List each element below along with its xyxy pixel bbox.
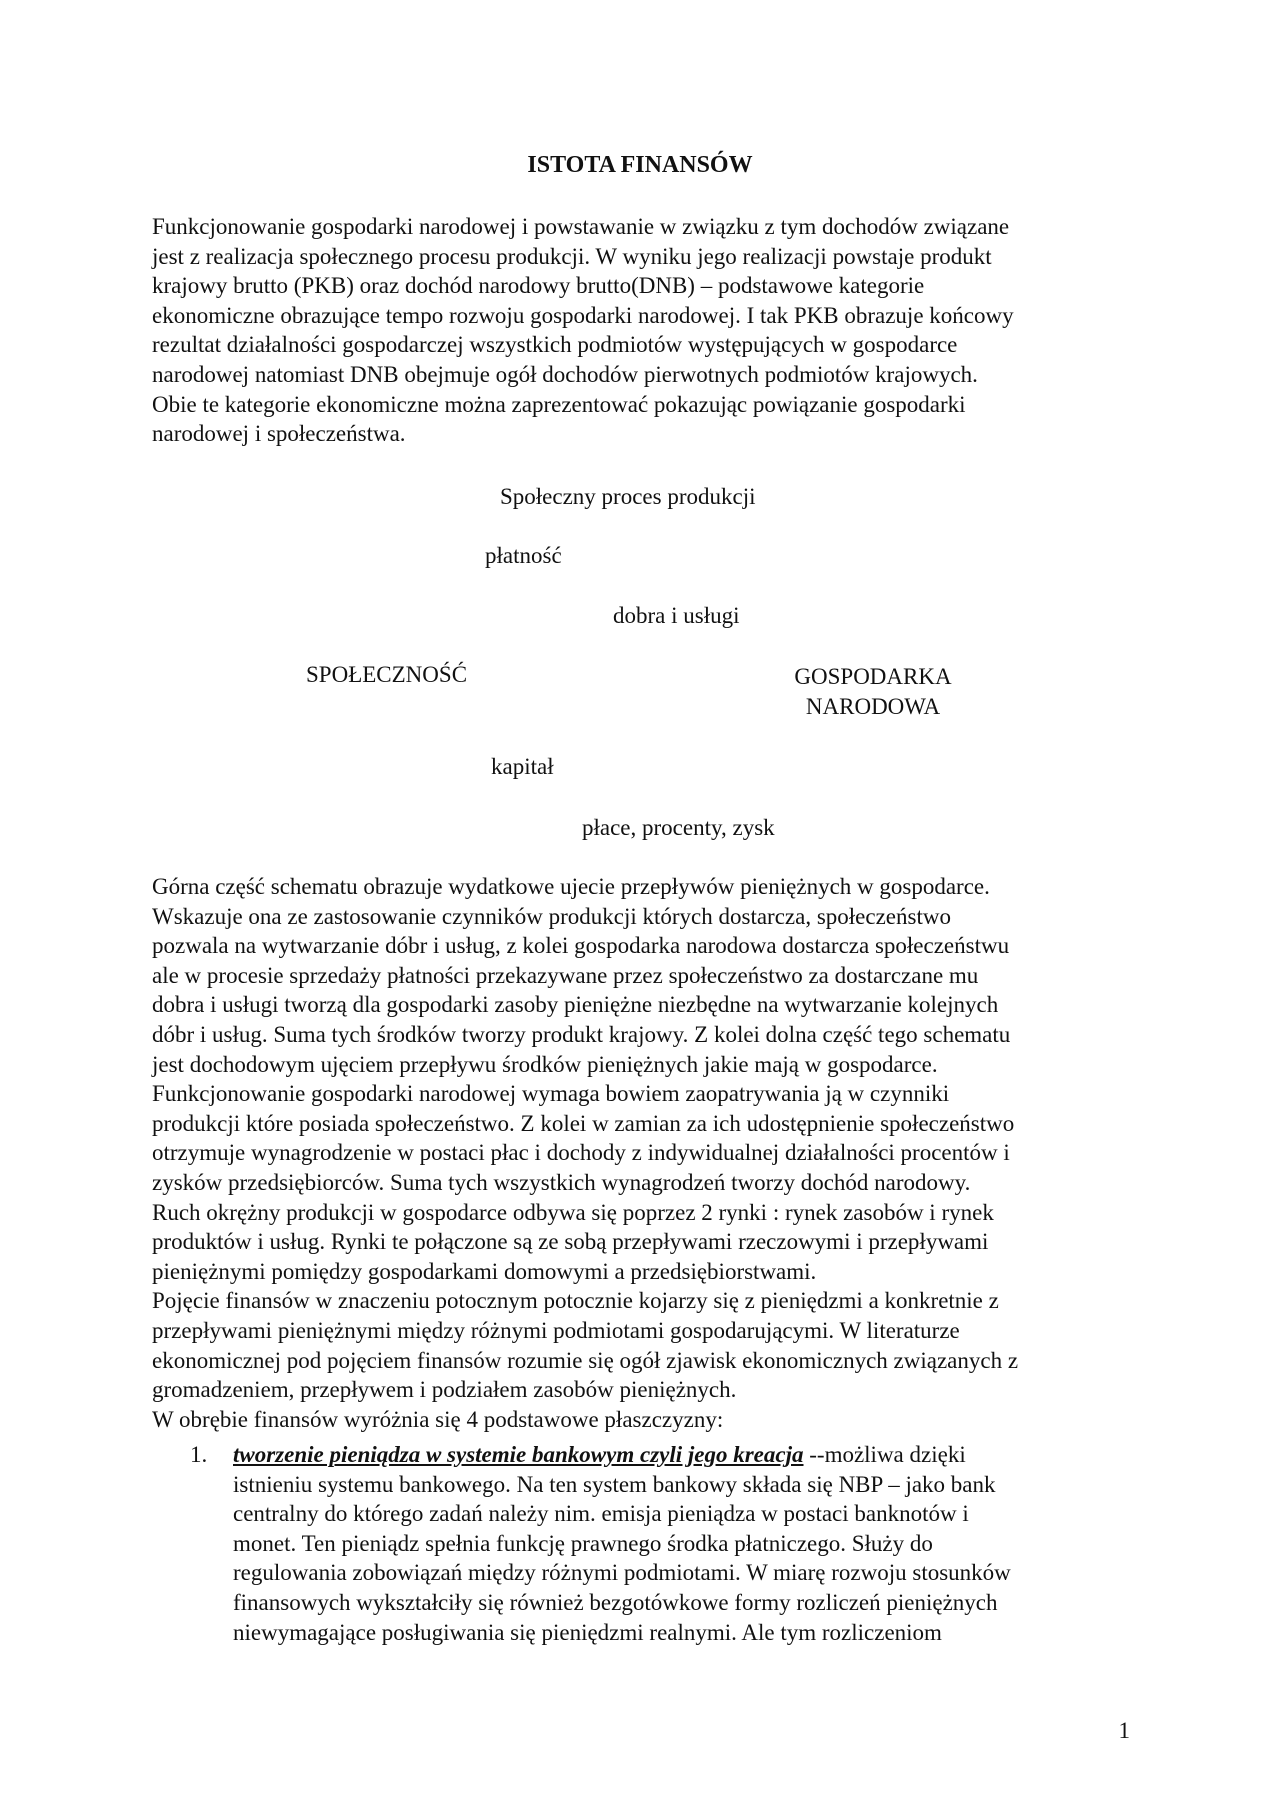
diagram-payment-label: płatność: [485, 543, 562, 568]
text-line: ekonomiczne obrazujące tempo rozwoju gospodarki narodowej. I tak PKB obrazuje końcowy: [152, 302, 1014, 328]
text-line: istnieniu systemu bankowego. Na ten system bankowy składa się NBP – jako bank: [233, 1471, 996, 1497]
text-line: Ruch okrężny produkcji w gospodarce odbywa się poprzez 2 rynki : rynek zasobów i rynek: [152, 1199, 994, 1225]
diagram-economy-label: [768, 662, 978, 722]
text-line: ale w procesie sprzedaży płatności przekazywane przez społeczeństwo za dostarczane mu: [152, 962, 979, 988]
text-line: Pojęcie finansów w znaczeniu potocznym potocznie kojarzy się z pieniędzmi a konkretnie z: [152, 1288, 999, 1314]
list-item: [233, 1440, 1133, 1647]
text-line: otrzymuje wynagrodzenie w postaci płac i dochody z indywidualnej działalności procentów i: [152, 1140, 1010, 1166]
diagram-economy-line-2: NARODOWA: [805, 694, 941, 719]
text-line: Górna część schematu obrazuje wydatkowe ujecie przepływów pieniężnych w gospodarce.: [152, 874, 990, 899]
diagram-wages-label: płace, procenty, zysk: [582, 815, 775, 840]
text-line: jest z realizacja społecznego procesu produkcji. W wyniku jego realizacji powstaje produkt: [152, 243, 992, 269]
text-line: regulowania zobowiązań między różnymi podmiotami. W miarę rozwoju stosunków: [233, 1560, 1011, 1586]
list-item-number: 1.: [190, 1442, 208, 1467]
diagram-capital-label: kapitał: [491, 754, 554, 779]
text-line: ekonomicznej pod pojęciem finansów rozumie się ogół zjawisk ekonomicznych związanych z: [152, 1347, 1019, 1373]
text-line: przepływami pieniężnymi między różnymi podmiotami gospodarującymi. W literaturze: [152, 1317, 960, 1343]
text-line: Obie te kategorie ekonomiczne można zaprezentować pokazując powiązanie gospodarki: [152, 391, 966, 417]
text-line: centralny do którego zadań należy nim. emisja pieniądza w postaci banknotów i: [233, 1501, 969, 1527]
text-line: jest dochodowym ujęciem przepływu środków pieniężnych jakie mają w gospodarce.: [152, 1051, 938, 1077]
text-line: W obrębie finansów wyróżnia się 4 podstawowe płaszczyzny:: [152, 1406, 724, 1432]
diagram-economy-line-1: GOSPODARKA: [794, 664, 952, 689]
list-item-heading-tail: --możliwa dzięki: [803, 1442, 966, 1467]
list-item-heading: tworzenie pieniądza w systemie bankowym czyli jego kreacja: [233, 1442, 804, 1467]
paragraph-intro: [152, 212, 1152, 449]
text-line: finansowych wykształciły się również bezgotówkowe formy rozliczeń pieniężnych: [233, 1589, 998, 1615]
text-line: Funkcjonowanie gospodarki narodowej i powstawanie w związku z tym dochodów związane: [152, 214, 1010, 239]
text-line: rezultat działalności gospodarczej wszystkich podmiotów występujących w gospodarce: [152, 332, 958, 358]
diagram-top-label: Społeczny proces produkcji: [500, 484, 756, 509]
text-line: narodowej natomiast DNB obejmuje ogół dochodów pierwotnych podmiotów krajowych.: [152, 361, 978, 387]
text-line: Funkcjonowanie gospodarki narodowej wymaga bowiem zaopatrywania ją w czynniki: [152, 1081, 950, 1107]
text-line: produkcji które posiada społeczeństwo. Z kolei w zamian za ich udostępnienie społeczeństwo: [152, 1110, 1015, 1136]
text-line: [233, 1440, 1133, 1470]
text-line: dóbr i usług. Suma tych środków tworzy produkt krajowy. Z kolei dolna część tego schematu: [152, 1021, 1011, 1047]
text-line: krajowy brutto (PKB) oraz dochód narodowy brutto(DNB) – podstawowe kategorie: [152, 273, 925, 299]
text-line: produktów i usług. Rynki te połączone są ze sobą przepływami rzeczowymi i przepływami: [152, 1229, 989, 1255]
diagram-goods-label: dobra i usługi: [613, 603, 740, 628]
text-line: zysków przedsiębiorców. Suma tych wszystkich wynagrodzeń tworzy dochód narodowy.: [152, 1169, 971, 1195]
page-number: 1: [1118, 1718, 1130, 1743]
text-line: narodowej i społeczeństwa.: [152, 421, 406, 447]
text-line: monet. Ten pieniądz spełnia funkcję prawnego środka płatniczego. Służy do: [233, 1530, 933, 1556]
text-line: dobra i usługi tworzą dla gospodarki zasoby pieniężne niezbędne na wytwarzanie kolejnych: [152, 992, 999, 1018]
text-line: pozwala na wytwarzanie dóbr i usług, z kolei gospodarka narodowa dostarcza społeczeństwu: [152, 933, 1010, 959]
text-line: Wskazuje ona ze zastosowanie czynników produkcji których dostarcza, społeczeństwo: [152, 903, 951, 929]
page-title: ISTOTA FINANSÓW: [527, 152, 753, 178]
paragraph-body: [152, 872, 1152, 1434]
text-line: gromadzeniem, przepływem i podziałem zasobów pieniężnych.: [152, 1377, 737, 1403]
diagram-society-label: SPOŁECZNOŚĆ: [306, 662, 468, 687]
text-line: niewymagające posługiwania się pieniędzmi realnymi. Ale tym rozliczeniom: [233, 1619, 942, 1645]
text-line: pieniężnymi pomiędzy gospodarkami domowymi a przedsiębiorstwami.: [152, 1258, 817, 1284]
